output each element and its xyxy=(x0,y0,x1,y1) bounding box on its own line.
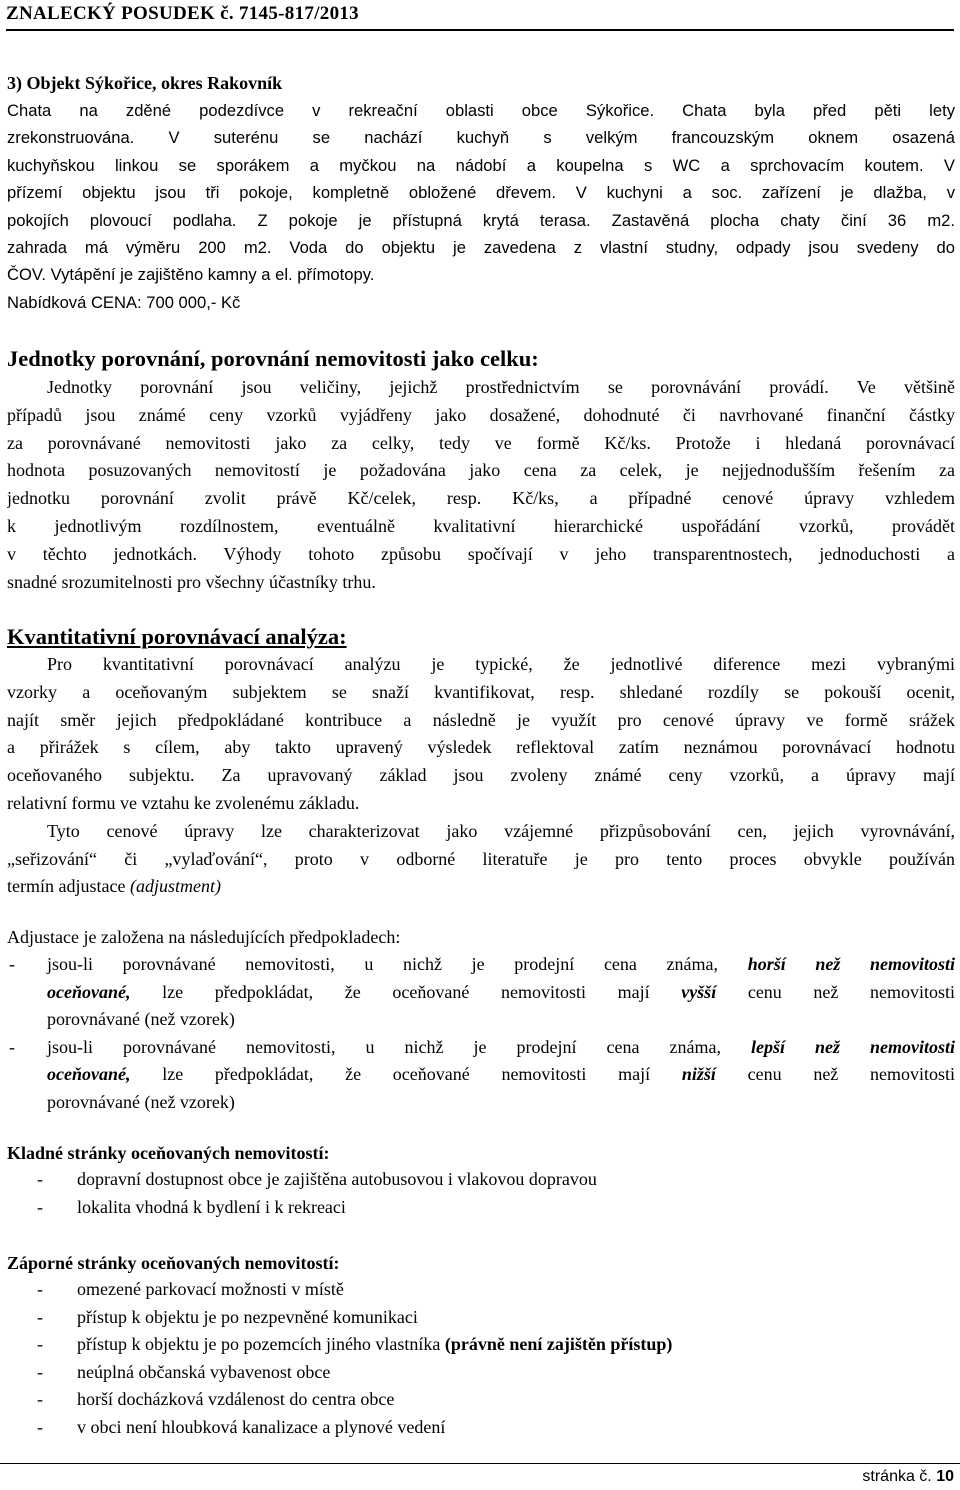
text-line: a přirážek s cílem, aby takto upravený výsledek reflektoval zatím neznámou porovnávací hodnotu xyxy=(7,737,955,758)
list-item xyxy=(7,1034,955,1117)
list-item: - lokalita vhodná k bydlení i k rekreaci xyxy=(37,1196,346,1217)
list-dash: - xyxy=(9,1036,15,1057)
text-line: oceňované, lze předpokládat, že oceňované nemovitosti mají vyšší cenu než nemovitosti xyxy=(47,981,956,1002)
text-line: porovnávané (než vzorek) xyxy=(47,1091,235,1112)
text-line: hodnota posuzovaných nemovitostí je požadována jako cena za celek, je nejjednodušším řešením za xyxy=(7,460,955,481)
list-item: - dopravní dostupnost obce je zajištěna autobusovou i vlakovou dopravou xyxy=(37,1169,597,1189)
header-title: ZNALECKÝ POSUDEK č. 7145-817/2013 xyxy=(6,3,359,24)
positive-heading: Kladné stránky oceňovaných nemovitostí: xyxy=(7,1143,330,1163)
quant-paragraph-1 xyxy=(7,651,955,901)
negative-list xyxy=(7,1276,955,1441)
units-paragraph xyxy=(7,374,955,596)
text-line: vzorky a oceňovaným subjektem se snaží kvantifikovat, resp. shledané rozdíly se pokouší ocenit, xyxy=(7,681,955,702)
text-line: zahrada má výměru 200 m2. Voda do objektu je zavedena z vlastní studny, odpady jsou svedeny do xyxy=(7,238,955,258)
term-italic: (adjustment) xyxy=(129,876,221,897)
text-line: jednotku porovnání zvolit právě Kč/celek, resp. Kč/ks, a případné cenové úpravy vzhledem xyxy=(7,488,955,509)
text-line: jsou-li porovnávané nemovitosti, u nichž je prodejní cena známa, horší než nemovitosti xyxy=(47,954,956,974)
text-line: jsou-li porovnávané nemovitosti, u nichž je prodejní cena známa, lepší než nemovitosti xyxy=(47,1036,956,1057)
offer-price: Nabídková CENA: 700 000,- Kč xyxy=(7,292,241,312)
list-item xyxy=(7,951,955,1034)
list-item: - v obci není hloubková kanalizace a plynové vedení xyxy=(37,1416,446,1437)
adjust-intro xyxy=(7,924,955,952)
text-line: oceňované, lze předpokládat, že oceňované nemovitosti mají nižší cenu než nemovitosti xyxy=(47,1064,956,1084)
text-line: snadné srozumitelnosti pro všechny účastníky trhu. xyxy=(7,571,376,592)
page-number: stránka č. 10 xyxy=(862,1468,954,1485)
text-line: přízemí objektu jsou tři pokoje, kompletně obložené dřevem. V kuchyni a soc. zařízení je dlažba, v xyxy=(7,183,955,203)
text-line: pokojích plovoucí podlaha. Z pokoje je přístupná krytá terasa. Zastavěná plocha chaty činí 36 m2. xyxy=(7,210,955,230)
quant-heading: Kvantitativní porovnávací analýza: xyxy=(7,624,347,649)
list-item: - horší docházková vzdálenost do centra obce xyxy=(37,1389,395,1409)
section-description xyxy=(7,97,955,316)
text-line: porovnávané (než vzorek) xyxy=(47,1009,235,1029)
text-line: zrekonstruována. V suterénu se nachází kuchyň s velkým francouzským oknem osazená xyxy=(7,128,955,148)
text-line: Chata na zděné podezdívce v rekreační oblasti obce Sýkořice. Chata byla před pěti lety xyxy=(7,101,955,120)
text-line: oceňovaného subjektu. Za upravovaný základ jsou zvoleny známé ceny vzorků, a úpravy mají xyxy=(7,765,955,786)
list-item: - přístup k objektu je po nezpevněné komunikaci xyxy=(37,1306,418,1327)
text-line: v těchto jednotkách. Výhody tohoto způsobu spočívají v jeho transparentnostech, jednoduchosti a xyxy=(7,543,955,564)
list-item: - neúplná občanská vybavenost obce xyxy=(37,1361,331,1382)
units-heading: Jednotky porovnání, porovnání nemovitosti jako celku: xyxy=(7,346,539,371)
negative-heading: Záporné stránky oceňovaných nemovitostí: xyxy=(7,1253,340,1273)
text-line: Tyto cenové úpravy lze charakterizovat jako vzájemné přizpůsobování cen, jejich vyrovnávání, xyxy=(47,820,955,841)
text-line: „seřizování“ či „vylaďování“, proto v odborné literatuře je pro tento proces obvykle používán xyxy=(7,848,955,869)
text-line: Adjustace je založena na následujících předpokladech: xyxy=(7,927,401,947)
text-line: případů jsou známé ceny vzorků vyjádřeny jako dosažené, dohodnuté či navrhované finanční částky xyxy=(7,404,955,425)
text-line: kuchyňskou linkou se sporákem a myčkou na nádobí a koupelna s WC a sprchovacím koutem. V xyxy=(7,155,955,175)
text-line: Pro kvantitativní porovnávací analýzu je typické, že jednotlivé diference mezi vybranými xyxy=(47,654,955,674)
text-line: za porovnávané nemovitosti jako za celky, tedy ve formě Kč/ks. Protože i hledaná porovnávací xyxy=(7,432,955,453)
document-header xyxy=(6,2,954,31)
text-line xyxy=(7,873,955,901)
text-line: k jednotlivým rozdílnostem, eventuálně kvalitativní hierarchické uspořádání vzorků, provádět xyxy=(7,515,955,536)
text-line: relativní formu ve vztahu ke zvolenému základu. xyxy=(7,792,360,813)
list-item: - přístup k objektu je po pozemcích jiného vlastníka (právně není zajištěn přístup) xyxy=(37,1334,673,1354)
list-item: - omezené parkovací možnosti v místě xyxy=(37,1279,344,1299)
list-dash: - xyxy=(9,954,15,974)
text-line: Jednotky porovnání jsou veličiny, jejichž prostřednictvím se porovnávání provádí. Ve většině xyxy=(47,377,955,397)
positive-list xyxy=(7,1166,955,1221)
text-line: ČOV. Vytápění je zajištěno kamny a el. přímotopy. xyxy=(7,265,375,285)
section-heading: 3) Objekt Sýkořice, okres Rakovník xyxy=(7,73,283,93)
adjust-list xyxy=(7,951,955,1116)
text-line: najít směr jejich předpokládané kontribuce a následně je využít pro cenové úpravy ve formě srážek xyxy=(7,709,955,730)
term-text: termín adjustace xyxy=(7,876,126,897)
page-footer xyxy=(0,1463,960,1490)
